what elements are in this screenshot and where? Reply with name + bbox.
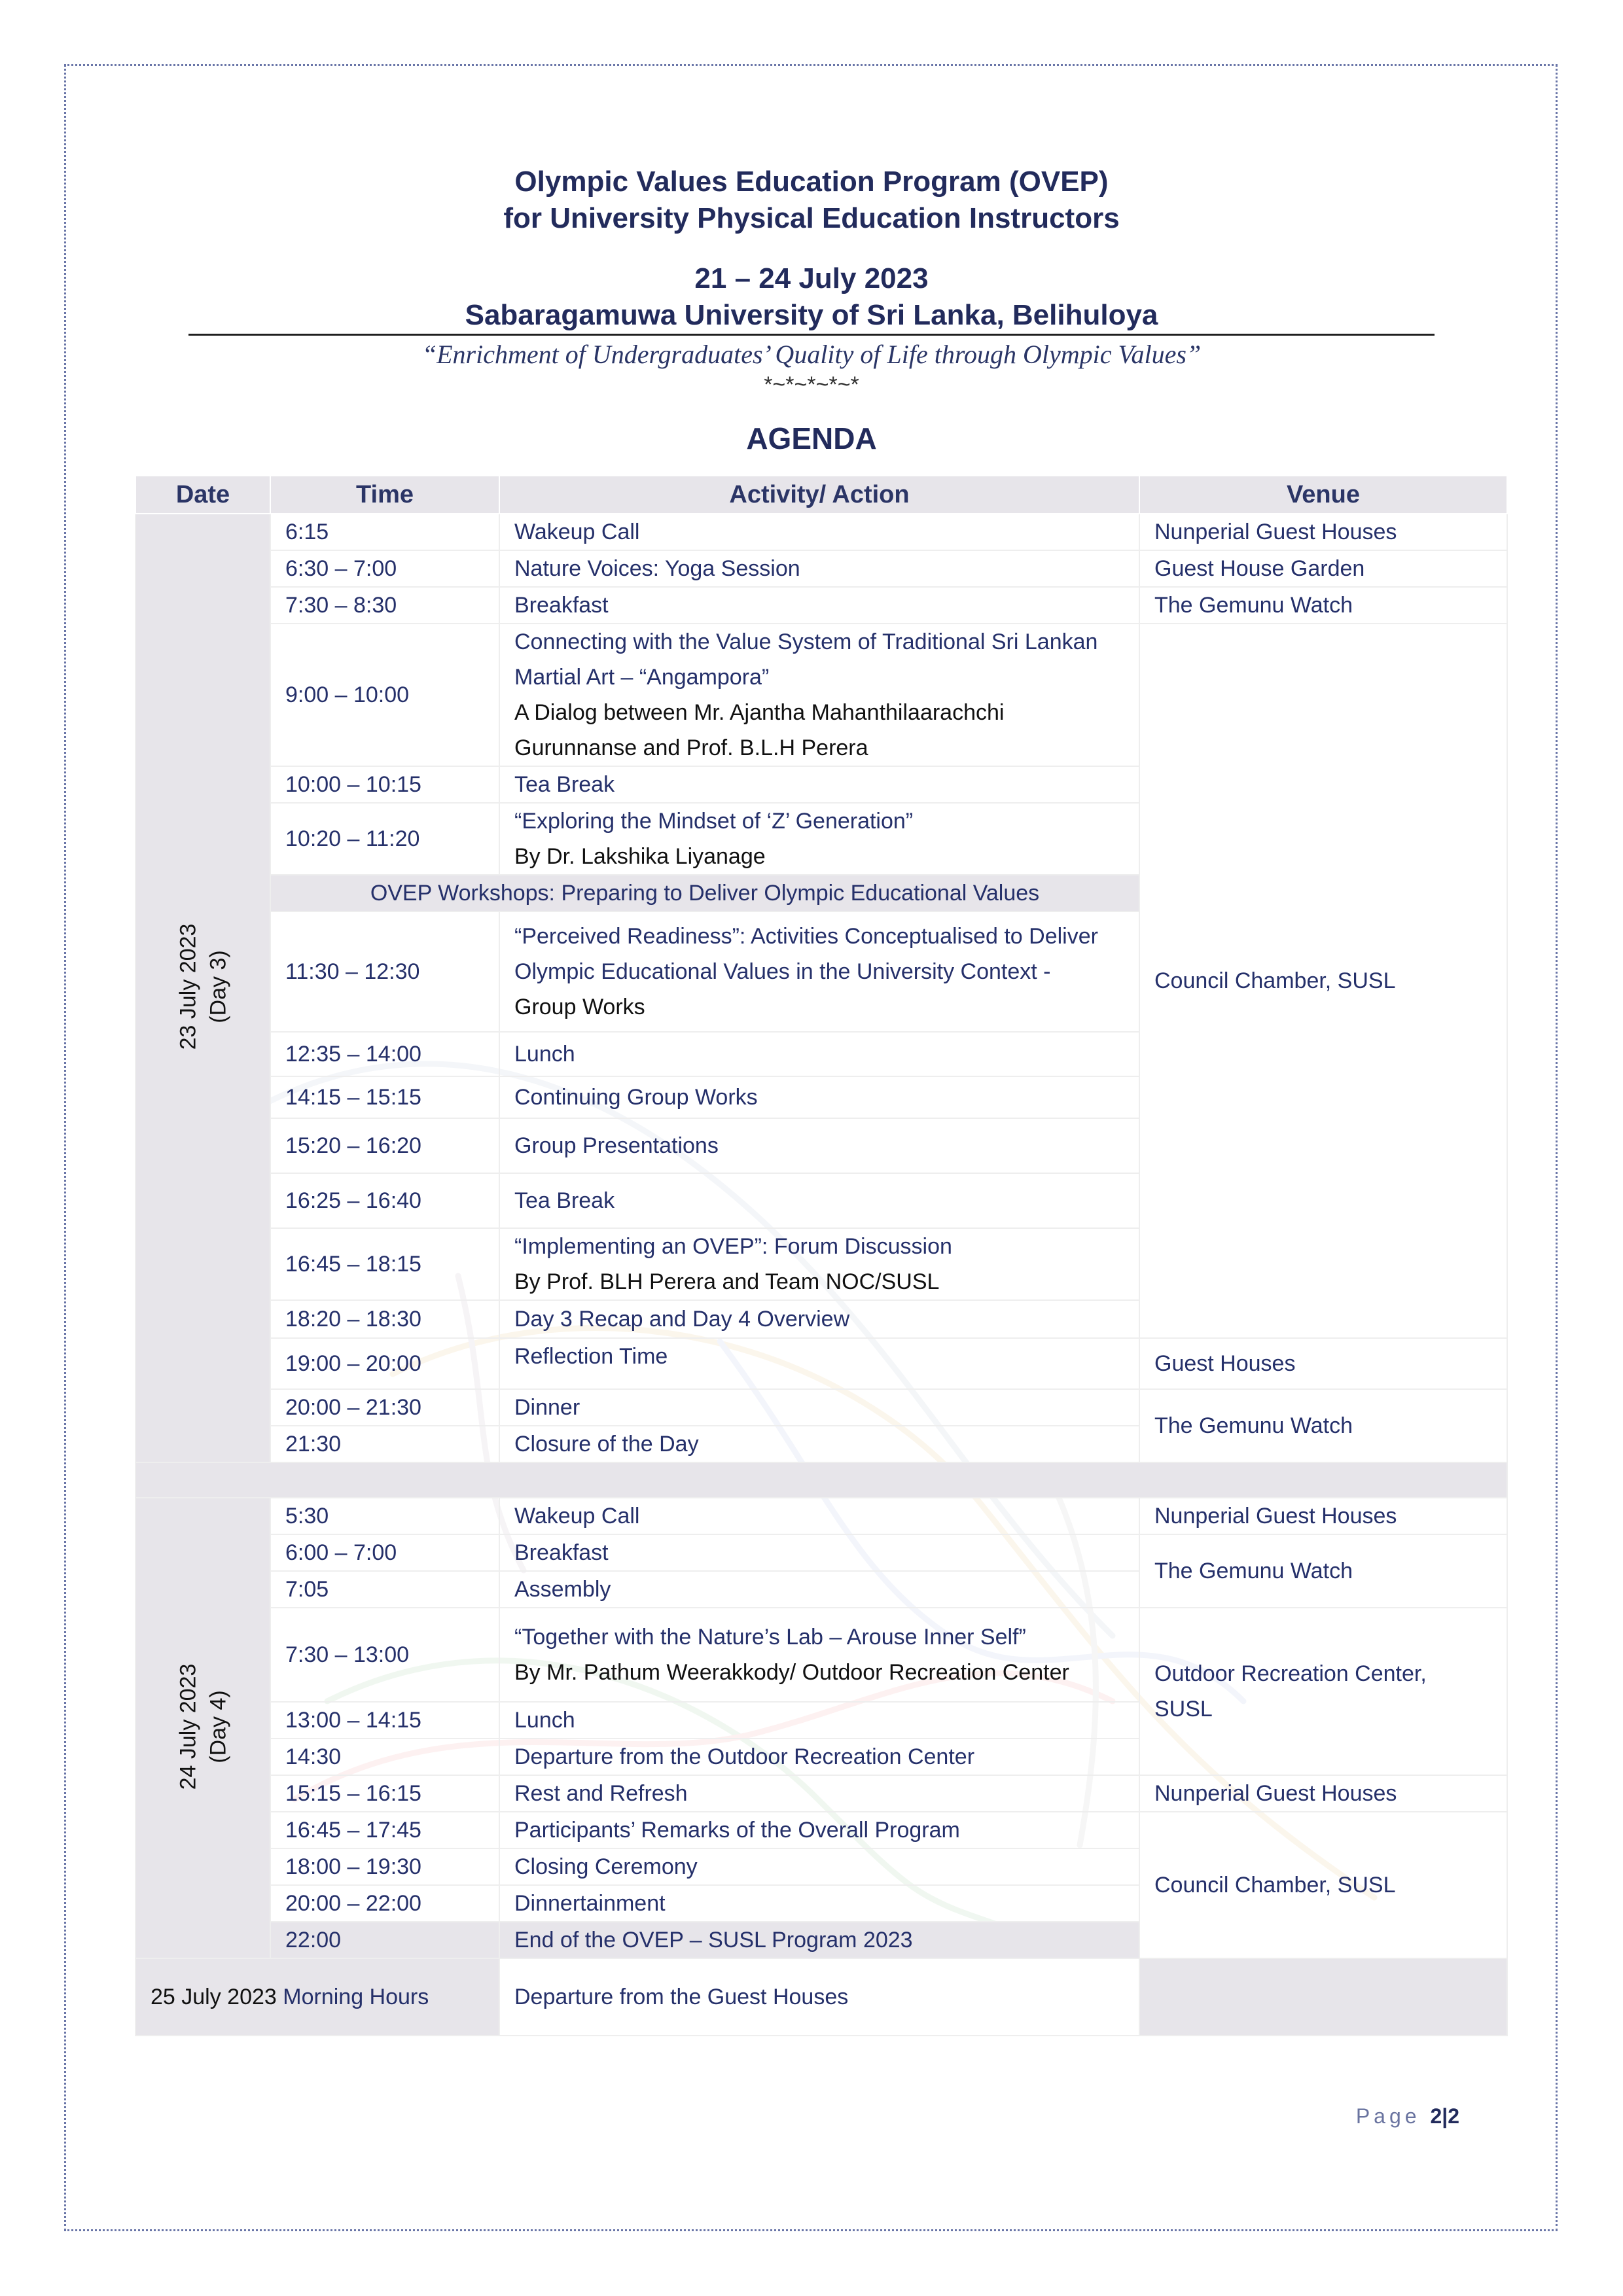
header-rule [188, 334, 1435, 336]
time-cell: 10:20 – 11:20 [270, 803, 499, 875]
activity-cell [499, 1228, 1139, 1300]
venue-cell: Guest House Garden [1139, 550, 1507, 587]
activity-cell [499, 911, 1139, 1032]
table-header-row [135, 476, 1507, 514]
activity-cell: Wakeup Call [499, 1498, 1139, 1534]
event-dates-venue [0, 260, 1623, 334]
agenda-heading: AGENDA [746, 421, 877, 455]
final-time: Morning Hours [283, 1985, 429, 2009]
activity-cell: Departure from the Outdoor Recreation Center [499, 1739, 1139, 1775]
motto: “Enrichment of Undergraduates’ Quality of Life through Olympic Values” [421, 340, 1202, 369]
col-header-activity: Activity/ Action [499, 476, 1139, 514]
activity-line: Group Works [514, 995, 645, 1019]
time-cell: 18:00 – 19:30 [270, 1848, 499, 1885]
activity-line: Gurunnanse and Prof. B.L.H Perera [514, 735, 868, 760]
table-row [135, 1534, 1507, 1571]
venue-cell-outdoor-center [1139, 1608, 1507, 1775]
time-cell: 16:45 – 17:45 [270, 1812, 499, 1848]
time-cell: 13:00 – 14:15 [270, 1702, 499, 1739]
day3-date-cell [135, 514, 270, 1462]
time-cell: 20:00 – 22:00 [270, 1885, 499, 1922]
venue-cell: Guest Houses [1139, 1338, 1507, 1389]
table-row [135, 1608, 1507, 1702]
time-cell: 21:30 [270, 1426, 499, 1462]
day3-date: 23 July 2023 [175, 923, 200, 1050]
venue-cell-council-chamber: Council Chamber, SUSL [1139, 1812, 1507, 1958]
activity-cell: Day 3 Recap and Day 4 Overview [499, 1300, 1139, 1338]
event-dates: 21 – 24 July 2023 [694, 262, 929, 294]
day4-date: 24 July 2023 [175, 1663, 200, 1790]
time-cell: 11:30 – 12:30 [270, 911, 499, 1032]
page-word: Page [1355, 2104, 1421, 2128]
activity-cell: Group Presentations [499, 1118, 1139, 1173]
time-cell: 6:30 – 7:00 [270, 550, 499, 587]
time-cell: 14:15 – 15:15 [270, 1076, 499, 1118]
activity-cell: Rest and Refresh [499, 1775, 1139, 1812]
activity-cell [499, 803, 1139, 875]
time-cell: 6:00 – 7:00 [270, 1534, 499, 1571]
page-number: 2|2 [1430, 2104, 1459, 2128]
venue-cell: The Gemunu Watch [1139, 587, 1507, 624]
venue-cell: Nunperial Guest Houses [1139, 1775, 1507, 1812]
activity-line: “Together with the Nature’s Lab – Arouse Inner Self” [514, 1625, 1026, 1650]
col-header-venue: Venue [1139, 476, 1507, 514]
activity-cell: Breakfast [499, 1534, 1139, 1571]
activity-cell [499, 624, 1139, 766]
final-date-time-cell [135, 1958, 499, 2036]
table-row [135, 624, 1507, 766]
time-cell: 10:00 – 10:15 [270, 766, 499, 803]
time-cell: 16:45 – 18:15 [270, 1228, 499, 1300]
venue-line: Outdoor Recreation Center, [1154, 1661, 1427, 1686]
final-date: 25 July 2023 [151, 1985, 277, 2009]
day-separator [135, 1462, 1507, 1498]
activity-line: By Prof. BLH Perera and Team NOC/SUSL [514, 1269, 940, 1294]
venue-cell-gemunu-watch: The Gemunu Watch [1139, 1389, 1507, 1462]
activity-cell: Closure of the Day [499, 1426, 1139, 1462]
activity-line: Olympic Educational Values in the University Context - [514, 959, 1051, 984]
day-separator-row [135, 1462, 1507, 1498]
activity-line: Martial Art – “Angampora” [514, 665, 770, 690]
activity-cell: End of the OVEP – SUSL Program 2023 [499, 1922, 1139, 1958]
activity-cell: Closing Ceremony [499, 1848, 1139, 1885]
activity-line: By Mr. Pathum Weerakkody/ Outdoor Recreation Center [514, 1660, 1069, 1685]
activity-cell: Lunch [499, 1032, 1139, 1076]
time-cell: 6:15 [270, 514, 499, 550]
time-cell: 9:00 – 10:00 [270, 624, 499, 766]
activity-line: Connecting with the Value System of Traditional Sri Lankan [514, 629, 1098, 654]
venue-cell: Nunperial Guest Houses [1139, 1498, 1507, 1534]
activity-cell: Lunch [499, 1702, 1139, 1739]
time-cell: 12:35 – 14:00 [270, 1032, 499, 1076]
agenda-table [135, 475, 1508, 2036]
time-cell: 16:25 – 16:40 [270, 1173, 499, 1228]
table-row [135, 1812, 1507, 1848]
activity-cell: Breakfast [499, 587, 1139, 624]
time-cell: 7:05 [270, 1571, 499, 1608]
activity-line: By Dr. Lakshika Liyanage [514, 844, 766, 869]
table-row-final [135, 1958, 1507, 2036]
activity-cell: Assembly [499, 1571, 1139, 1608]
activity-line: A Dialog between Mr. Ajantha Mahanthilaarachchi [514, 700, 1005, 725]
activity-cell: Continuing Group Works [499, 1076, 1139, 1118]
time-cell: 7:30 – 8:30 [270, 587, 499, 624]
time-cell: 7:30 – 13:00 [270, 1608, 499, 1702]
title-line-1: Olympic Values Education Program (OVEP) [514, 166, 1109, 198]
day4-date-cell [135, 1498, 270, 1958]
activity-cell: Dinnertainment [499, 1885, 1139, 1922]
document-title [0, 164, 1623, 237]
table-row [135, 514, 1507, 550]
time-cell: 5:30 [270, 1498, 499, 1534]
day3-label: (Day 3) [205, 950, 230, 1023]
table-row [135, 587, 1507, 624]
table-row [135, 1338, 1507, 1389]
time-cell: 14:30 [270, 1739, 499, 1775]
venue-cell: Nunperial Guest Houses [1139, 514, 1507, 550]
table-row [135, 1775, 1507, 1812]
table-row [135, 1389, 1507, 1426]
col-header-date: Date [135, 476, 270, 514]
time-cell: 18:20 – 18:30 [270, 1300, 499, 1338]
venue-cell-empty [1139, 1958, 1507, 2036]
activity-cell: Reflection Time [499, 1338, 1139, 1389]
time-cell: 19:00 – 20:00 [270, 1338, 499, 1389]
event-venue: Sabaragamuwa University of Sri Lanka, Belihuloya [465, 299, 1158, 331]
activity-line: “Exploring the Mindset of ‘Z’ Generation” [514, 809, 914, 834]
activity-cell: Participants’ Remarks of the Overall Program [499, 1812, 1139, 1848]
table-row [135, 1498, 1507, 1534]
ornament: *~*~*~*~* [764, 372, 859, 397]
activity-cell [499, 1608, 1139, 1702]
activity-cell: Wakeup Call [499, 514, 1139, 550]
activity-line: “Perceived Readiness”: Activities Conceptualised to Deliver [514, 924, 1098, 949]
venue-line: SUSL [1154, 1697, 1213, 1722]
workshop-band: OVEP Workshops: Preparing to Deliver Olympic Educational Values [270, 875, 1139, 911]
venue-cell-gemunu-watch: The Gemunu Watch [1139, 1534, 1507, 1608]
activity-cell: Tea Break [499, 766, 1139, 803]
day4-label: (Day 4) [205, 1690, 230, 1763]
activity-cell: Tea Break [499, 1173, 1139, 1228]
time-cell: 20:00 – 21:30 [270, 1389, 499, 1426]
time-cell: 15:15 – 16:15 [270, 1775, 499, 1812]
venue-cell-council-chamber: Council Chamber, SUSL [1139, 624, 1507, 1338]
activity-line: “Implementing an OVEP”: Forum Discussion [514, 1234, 952, 1259]
time-cell: 15:20 – 16:20 [270, 1118, 499, 1173]
activity-cell: Dinner [499, 1389, 1139, 1426]
title-line-2: for University Physical Education Instructors [503, 202, 1120, 234]
activity-cell: Departure from the Guest Houses [499, 1958, 1139, 2036]
col-header-time: Time [270, 476, 499, 514]
table-row [135, 550, 1507, 587]
page-footer [1243, 2104, 1459, 2128]
activity-cell: Nature Voices: Yoga Session [499, 550, 1139, 587]
time-cell: 22:00 [270, 1922, 499, 1958]
